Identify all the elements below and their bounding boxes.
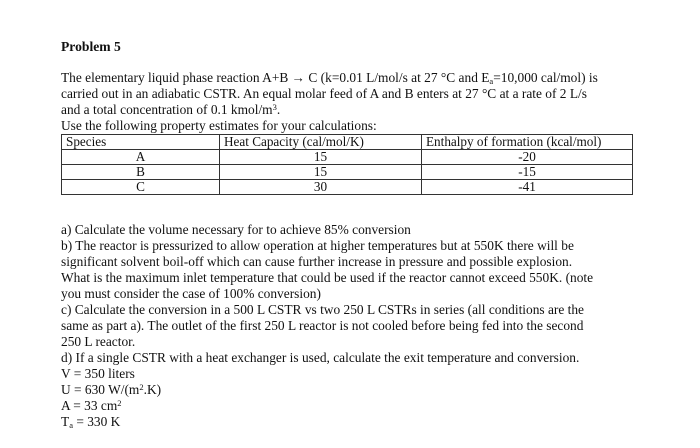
text-run: and a total concentration of 0.1 kmol/m	[61, 102, 273, 117]
text-line	[61, 70, 598, 86]
problem-intro	[61, 70, 598, 134]
text-run: carried out in an adiabatic CSTR. An equal molar feed of A and B enters at 27 °C at a rate of 2 L/s	[61, 86, 587, 101]
text-line	[61, 414, 593, 430]
text-run: b) The reactor is pressurized to allow operation at higher temperatures but at 550K there will be	[61, 238, 574, 253]
text-line	[61, 238, 593, 254]
text-line	[61, 302, 593, 318]
text-line	[61, 366, 593, 382]
text-run: V = 350 liters	[61, 366, 135, 381]
table-header-row	[62, 135, 633, 150]
enthalpy-cell: -41	[422, 180, 633, 195]
text-line	[61, 318, 593, 334]
text-run: What is the maximum inlet temperature that could be used if the reactor cannot exceed 550K. (note	[61, 270, 594, 285]
text-run: U = 630 W/(m	[61, 382, 140, 397]
heat-capacity-cell: 15	[220, 165, 422, 180]
text-line	[61, 86, 598, 102]
text-run: C (k=0.01 L/mol/s at 27 °C and E	[305, 70, 490, 85]
text-line	[61, 102, 598, 118]
text-run: c) Calculate the conversion in a 500 L CSTR vs two 250 L CSTRs in series (all conditions are the	[61, 302, 585, 317]
text-run: Use the following property estimates for your calculations:	[61, 118, 377, 133]
subscript: a	[69, 420, 73, 430]
text-line	[61, 270, 593, 286]
text-line	[61, 222, 593, 238]
header-heat-capacity: Heat Capacity (cal/mol/K)	[220, 135, 422, 150]
property-table	[61, 134, 633, 195]
text-run: .	[276, 102, 281, 117]
text-line	[61, 286, 593, 302]
heat-capacity-cell: 30	[220, 180, 422, 195]
text-line	[61, 334, 593, 350]
text-run: A = 33 cm	[61, 398, 118, 413]
text-run: a) Calculate the volume necessary for to achieve 85% conversion	[61, 222, 411, 237]
text-run: same as part a). The outlet of the first 250 L reactor is not cooled before being fed into the second	[61, 318, 584, 333]
text-run: =10,000 cal/mol) is	[493, 70, 598, 85]
species-cell: B	[62, 165, 220, 180]
superscript: 3	[272, 102, 277, 112]
enthalpy-cell: -15	[422, 165, 633, 180]
subscript: a	[489, 76, 494, 86]
text-run: significant solvent boil-off which can cause further increase in pressure and possible explosion.	[61, 254, 573, 269]
text-line	[61, 350, 593, 366]
text-line	[61, 118, 598, 134]
table-row	[62, 180, 633, 195]
heat-capacity-cell: 15	[220, 150, 422, 165]
text-run: you must consider the case of 100% conversion)	[61, 286, 321, 301]
header-enthalpy: Enthalpy of formation (kcal/mol)	[422, 135, 633, 150]
table-row	[62, 165, 633, 180]
text-run: 250 L reactor.	[61, 334, 136, 349]
problem-title: Problem 5	[61, 39, 121, 54]
superscript: 2	[139, 382, 144, 392]
text-run: .K)	[143, 382, 162, 397]
text-run: →	[291, 70, 306, 85]
text-run: The elementary liquid phase reaction A+B	[61, 70, 292, 85]
header-species: Species	[62, 135, 220, 150]
superscript: 2	[117, 398, 122, 408]
text-line	[61, 398, 593, 414]
species-cell: A	[62, 150, 220, 165]
text-run: T	[61, 414, 70, 429]
question-list	[61, 222, 593, 430]
text-line	[61, 254, 593, 270]
species-cell: C	[62, 180, 220, 195]
text-line	[61, 382, 593, 398]
enthalpy-cell: -20	[422, 150, 633, 165]
text-run: d) If a single CSTR with a heat exchanger is used, calculate the exit temperature and conversion.	[61, 350, 580, 365]
text-run: = 330 K	[72, 414, 121, 429]
table-row	[62, 150, 633, 165]
